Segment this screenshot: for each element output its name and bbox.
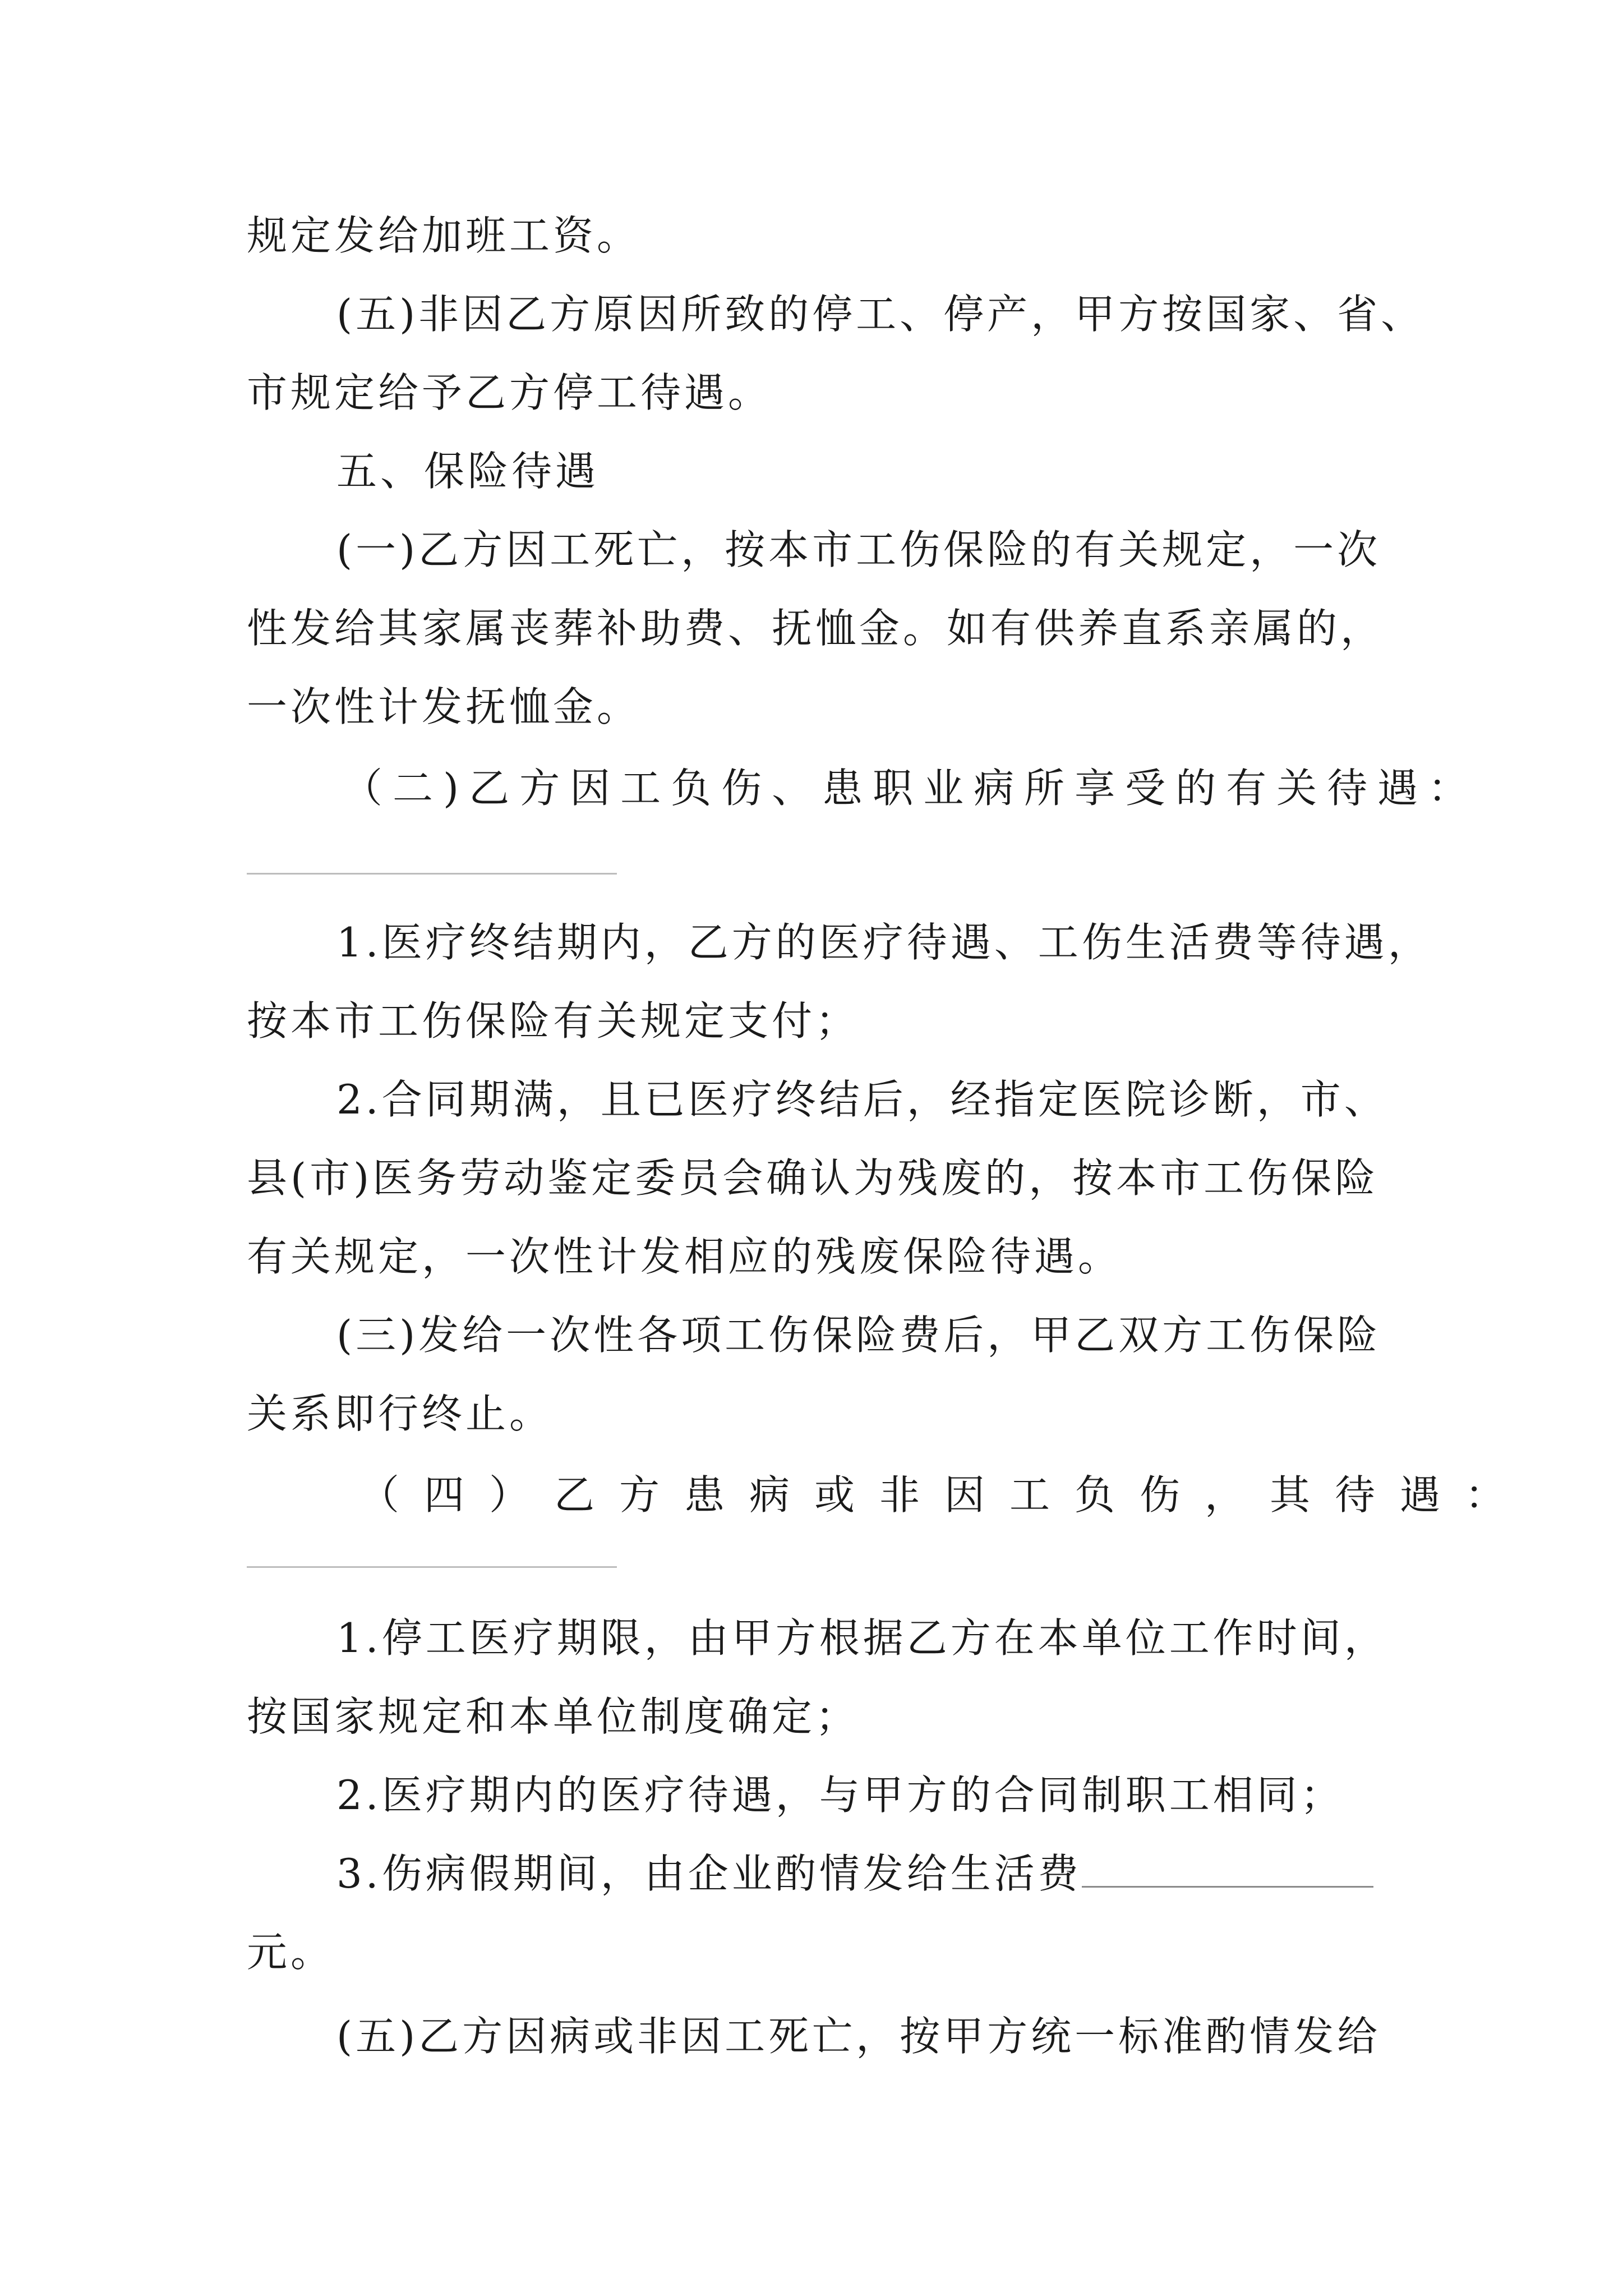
text-line: 按国家规定和本单位制度确定；: [247, 1693, 860, 1740]
text-line: 规定发给加班工资。: [247, 212, 641, 259]
text-line: (五)乙方因病或非因工死亡，按甲方统一标准酌情发给: [336, 2013, 1381, 2060]
text-line: (五)非因乙方原因所致的停工、停产，甲方按国家、省、: [336, 291, 1425, 338]
text-line: 1.医疗终结期内，乙方的医疗待遇、工伤生活费等待遇，: [336, 919, 1432, 966]
fill-in-blank: [247, 1566, 617, 1568]
section-heading: 五、保险待遇: [336, 448, 600, 495]
text-line: 性发给其家属丧葬补助费、抚恤金。如有供养直系亲属的，: [247, 605, 1385, 652]
text-line: 关系即行终止。: [247, 1390, 554, 1437]
fill-in-blank: [1082, 1850, 1373, 1888]
text-line: 市规定给予乙方停工待遇。: [247, 369, 772, 416]
text-line: 有关规定，一次性计发相应的残废保险待遇。: [247, 1233, 1122, 1280]
text-line: 按本市工伤保险有关规定支付；: [247, 997, 860, 1045]
text-line: 1.停工医疗期限，由甲方根据乙方在本单位工作时间，: [336, 1614, 1388, 1662]
text-line: 2.医疗期内的医疗待遇，与甲方的合同制职工相同；: [336, 1772, 1344, 1819]
text-line: 2.合同期满，且已医疗终结后，经指定医院诊断，市、: [336, 1076, 1388, 1123]
text-line: （四）乙方患病或非因工负伤，其待遇：: [359, 1471, 1530, 1519]
fill-in-blank: [247, 873, 617, 875]
text-line: 县(市)医务劳动鉴定委员会确认为残废的，按本市工伤保险: [247, 1154, 1379, 1202]
text-line: 元。: [247, 1929, 335, 1976]
text-line: (三)发给一次性各项工伤保险费后，甲乙双方工伤保险: [336, 1312, 1381, 1359]
text-line: 一次性计发抚恤金。: [247, 683, 641, 730]
text-line: (一)乙方因工死亡，按本市工伤保险的有关规定，一次: [336, 526, 1381, 573]
text-segment: 3.伤病假期间，由企业酌情发给生活费: [336, 1850, 1082, 1897]
text-line: （二)乙方因工负伤、患职业病所享受的有关待遇：: [342, 765, 1479, 812]
text-line: [336, 1846, 1373, 1902]
